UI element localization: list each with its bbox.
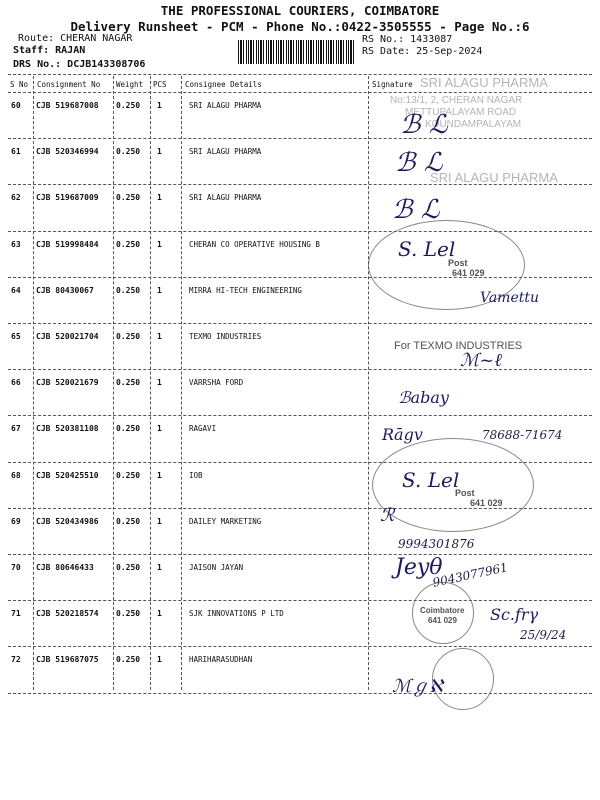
- signature-mark: Vamettu: [480, 290, 540, 306]
- row-cons: CJB 520346994: [36, 147, 99, 157]
- row-cons: CJB 520021679: [36, 378, 99, 388]
- row-pcs: 1: [157, 470, 162, 480]
- table-header-border: [8, 92, 592, 93]
- handwritten-phone: 9043077961: [431, 560, 509, 590]
- stamp-post: Post: [455, 488, 475, 498]
- row-divider: [8, 415, 592, 416]
- row-pcs: 1: [157, 193, 162, 203]
- row-pcs: 1: [157, 655, 162, 665]
- row-divider: [8, 646, 592, 647]
- row-pcs: 1: [157, 424, 162, 434]
- route-label: Route: CHERAN NAGAR: [18, 33, 133, 44]
- row-sno: 62: [11, 193, 21, 203]
- row-weight: 0.250: [116, 193, 141, 203]
- signature-mark: Sc.frγ: [490, 605, 539, 624]
- col-signature: Signature: [372, 80, 413, 89]
- col-consignment: Consignment No: [37, 80, 101, 89]
- row-pcs: 1: [157, 239, 162, 249]
- rs-number: RS No.: 1433087: [362, 34, 453, 45]
- stamp-alagu-road: METTUPALAYAM ROAD: [405, 107, 517, 118]
- row-name: TEXMO INDUSTRIES: [189, 332, 262, 341]
- stamp-pin: 641 029: [428, 616, 457, 625]
- drs-number: DRS No.: DCJB143308706: [13, 59, 146, 70]
- row-pcs: 1: [157, 563, 162, 572]
- row-divider: [8, 369, 592, 370]
- row-cons: CJB 519687075: [36, 655, 99, 665]
- row-divider: [8, 231, 592, 232]
- stamp-pin: 641 029: [470, 498, 503, 508]
- row-weight: 0.250: [116, 563, 141, 572]
- row-pcs: 1: [157, 378, 162, 388]
- row-name: SRI ALAGU PHARMA: [189, 147, 262, 157]
- column-divider: [113, 76, 114, 690]
- row-cons: CJB 520381108: [36, 424, 99, 434]
- row-pcs: 1: [157, 609, 162, 619]
- row-weight: 0.250: [116, 516, 141, 526]
- row-sno: 64: [11, 285, 21, 295]
- rs-date: RS Date: 25-Sep-2024: [362, 46, 483, 57]
- row-pcs: 1: [157, 101, 162, 110]
- row-weight: 0.250: [116, 332, 141, 341]
- row-weight: 0.250: [116, 378, 141, 388]
- document-title: THE PROFESSIONAL COURIERS, COIMBATORE: [160, 3, 440, 18]
- stamp-alagu-address: No:13/1, 2, CHERAN NAGAR: [390, 95, 523, 106]
- row-sno: 66: [11, 378, 21, 388]
- row-weight: 0.250: [116, 609, 141, 619]
- row-name: CHERAN CO OPERATIVE HOUSING B: [189, 239, 320, 249]
- column-divider: [150, 76, 151, 690]
- row-weight: 0.250: [116, 655, 141, 665]
- col-weight: Weight: [116, 80, 144, 89]
- row-name: SJK INNOVATIONS P LTD: [189, 609, 284, 619]
- signature-mark: Rāgv: [382, 425, 423, 444]
- column-divider: [368, 76, 369, 690]
- signature-mark: ℳ~ℓ: [460, 350, 502, 371]
- row-pcs: 1: [157, 332, 162, 341]
- stamp-alagu-name: SRI ALAGU PHARMA: [420, 75, 548, 90]
- row-sno: 70: [11, 563, 21, 572]
- row-weight: 0.250: [116, 147, 141, 157]
- stamp-city: Coimbatore: [420, 606, 465, 615]
- handwritten-phone: 9994301876: [398, 537, 475, 551]
- row-name: JAISON JAYAN: [189, 563, 244, 572]
- row-name: MIRRA HI-TECH ENGINEERING: [189, 285, 302, 295]
- row-pcs: 1: [157, 516, 162, 526]
- row-sno: 71: [11, 609, 21, 619]
- column-divider: [181, 76, 182, 690]
- col-sno: S No: [10, 80, 29, 89]
- row-pcs: 1: [157, 285, 162, 295]
- row-name: SRI ALAGU PHARMA: [189, 193, 262, 203]
- handwritten-phone: 78688-71674: [482, 428, 563, 442]
- stamp-alagu-name-2: SRI ALAGU PHARMA: [430, 170, 558, 185]
- stamp-post: Post: [448, 258, 468, 268]
- row-sno: 65: [11, 332, 21, 341]
- row-cons: CJB 80646433: [36, 563, 94, 572]
- row-weight: 0.250: [116, 101, 141, 110]
- row-divider: [8, 554, 592, 555]
- row-weight: 0.250: [116, 424, 141, 434]
- row-cons: CJB 520021704: [36, 332, 99, 341]
- column-divider: [33, 76, 34, 690]
- row-divider: [8, 323, 592, 324]
- row-sno: 61: [11, 147, 21, 157]
- row-sno: 60: [11, 101, 21, 110]
- row-name: IOB: [189, 470, 203, 480]
- row-sno: 63: [11, 239, 21, 249]
- col-pcs: PCS: [153, 80, 167, 89]
- signature-mark: S. Lel: [402, 468, 460, 492]
- document-subtitle: Delivery Runsheet - PCM - Phone No.:0422-3505555 - Page No.:6: [70, 19, 530, 34]
- signature-mark: ℛ: [380, 505, 395, 526]
- row-sno: 69: [11, 516, 21, 526]
- signature-mark: ℬabay: [398, 388, 449, 407]
- row-weight: 0.250: [116, 239, 141, 249]
- row-cons: CJB 80430067: [36, 285, 94, 295]
- row-pcs: 1: [157, 147, 162, 157]
- row-sno: 68: [11, 470, 21, 480]
- row-weight: 0.250: [116, 470, 141, 480]
- stamp-alagu-area: KOUNDAMPALAYAM: [425, 119, 522, 130]
- row-name: HARIHARASUDHAN: [189, 655, 253, 665]
- signature-mark: ℬ ℒ: [395, 148, 443, 178]
- staff-label: Staff: RAJAN: [13, 45, 86, 56]
- row-cons: CJB 519998484: [36, 239, 99, 249]
- row-cons: CJB 520434986: [36, 516, 99, 526]
- row-divider: [8, 600, 592, 601]
- handwritten-date: 25/9/24: [520, 628, 567, 642]
- signature-mark: ℳℊℵ: [392, 676, 443, 697]
- barcode: [238, 40, 356, 64]
- row-divider: [8, 138, 592, 139]
- row-name: SRI ALAGU PHARMA: [189, 101, 262, 110]
- signature-mark: S. Lel: [398, 237, 456, 261]
- stamp-pin: 641 029: [452, 268, 485, 278]
- col-consignee: Consignee Details: [185, 80, 262, 89]
- row-name: RAGAVI: [189, 424, 217, 434]
- row-cons: CJB 520425510: [36, 470, 99, 480]
- row-name: DAILEY MARKETING: [189, 516, 262, 526]
- row-sno: 67: [11, 424, 21, 434]
- signature-mark: ℬ ℒ: [400, 110, 448, 140]
- row-divider: [8, 693, 592, 694]
- row-weight: 0.250: [116, 285, 141, 295]
- row-cons: CJB 519687009: [36, 193, 99, 203]
- row-name: VARRSHA FORD: [189, 378, 244, 388]
- signature-mark: ℬ ℒ: [392, 195, 440, 225]
- signature-mark: Jeyθ: [395, 555, 443, 580]
- stamp-texmo: For TEXMO INDUSTRIES: [394, 340, 523, 352]
- row-sno: 72: [11, 655, 21, 665]
- row-cons: CJB 520218574: [36, 609, 99, 619]
- row-cons: CJB 519687008: [36, 101, 99, 110]
